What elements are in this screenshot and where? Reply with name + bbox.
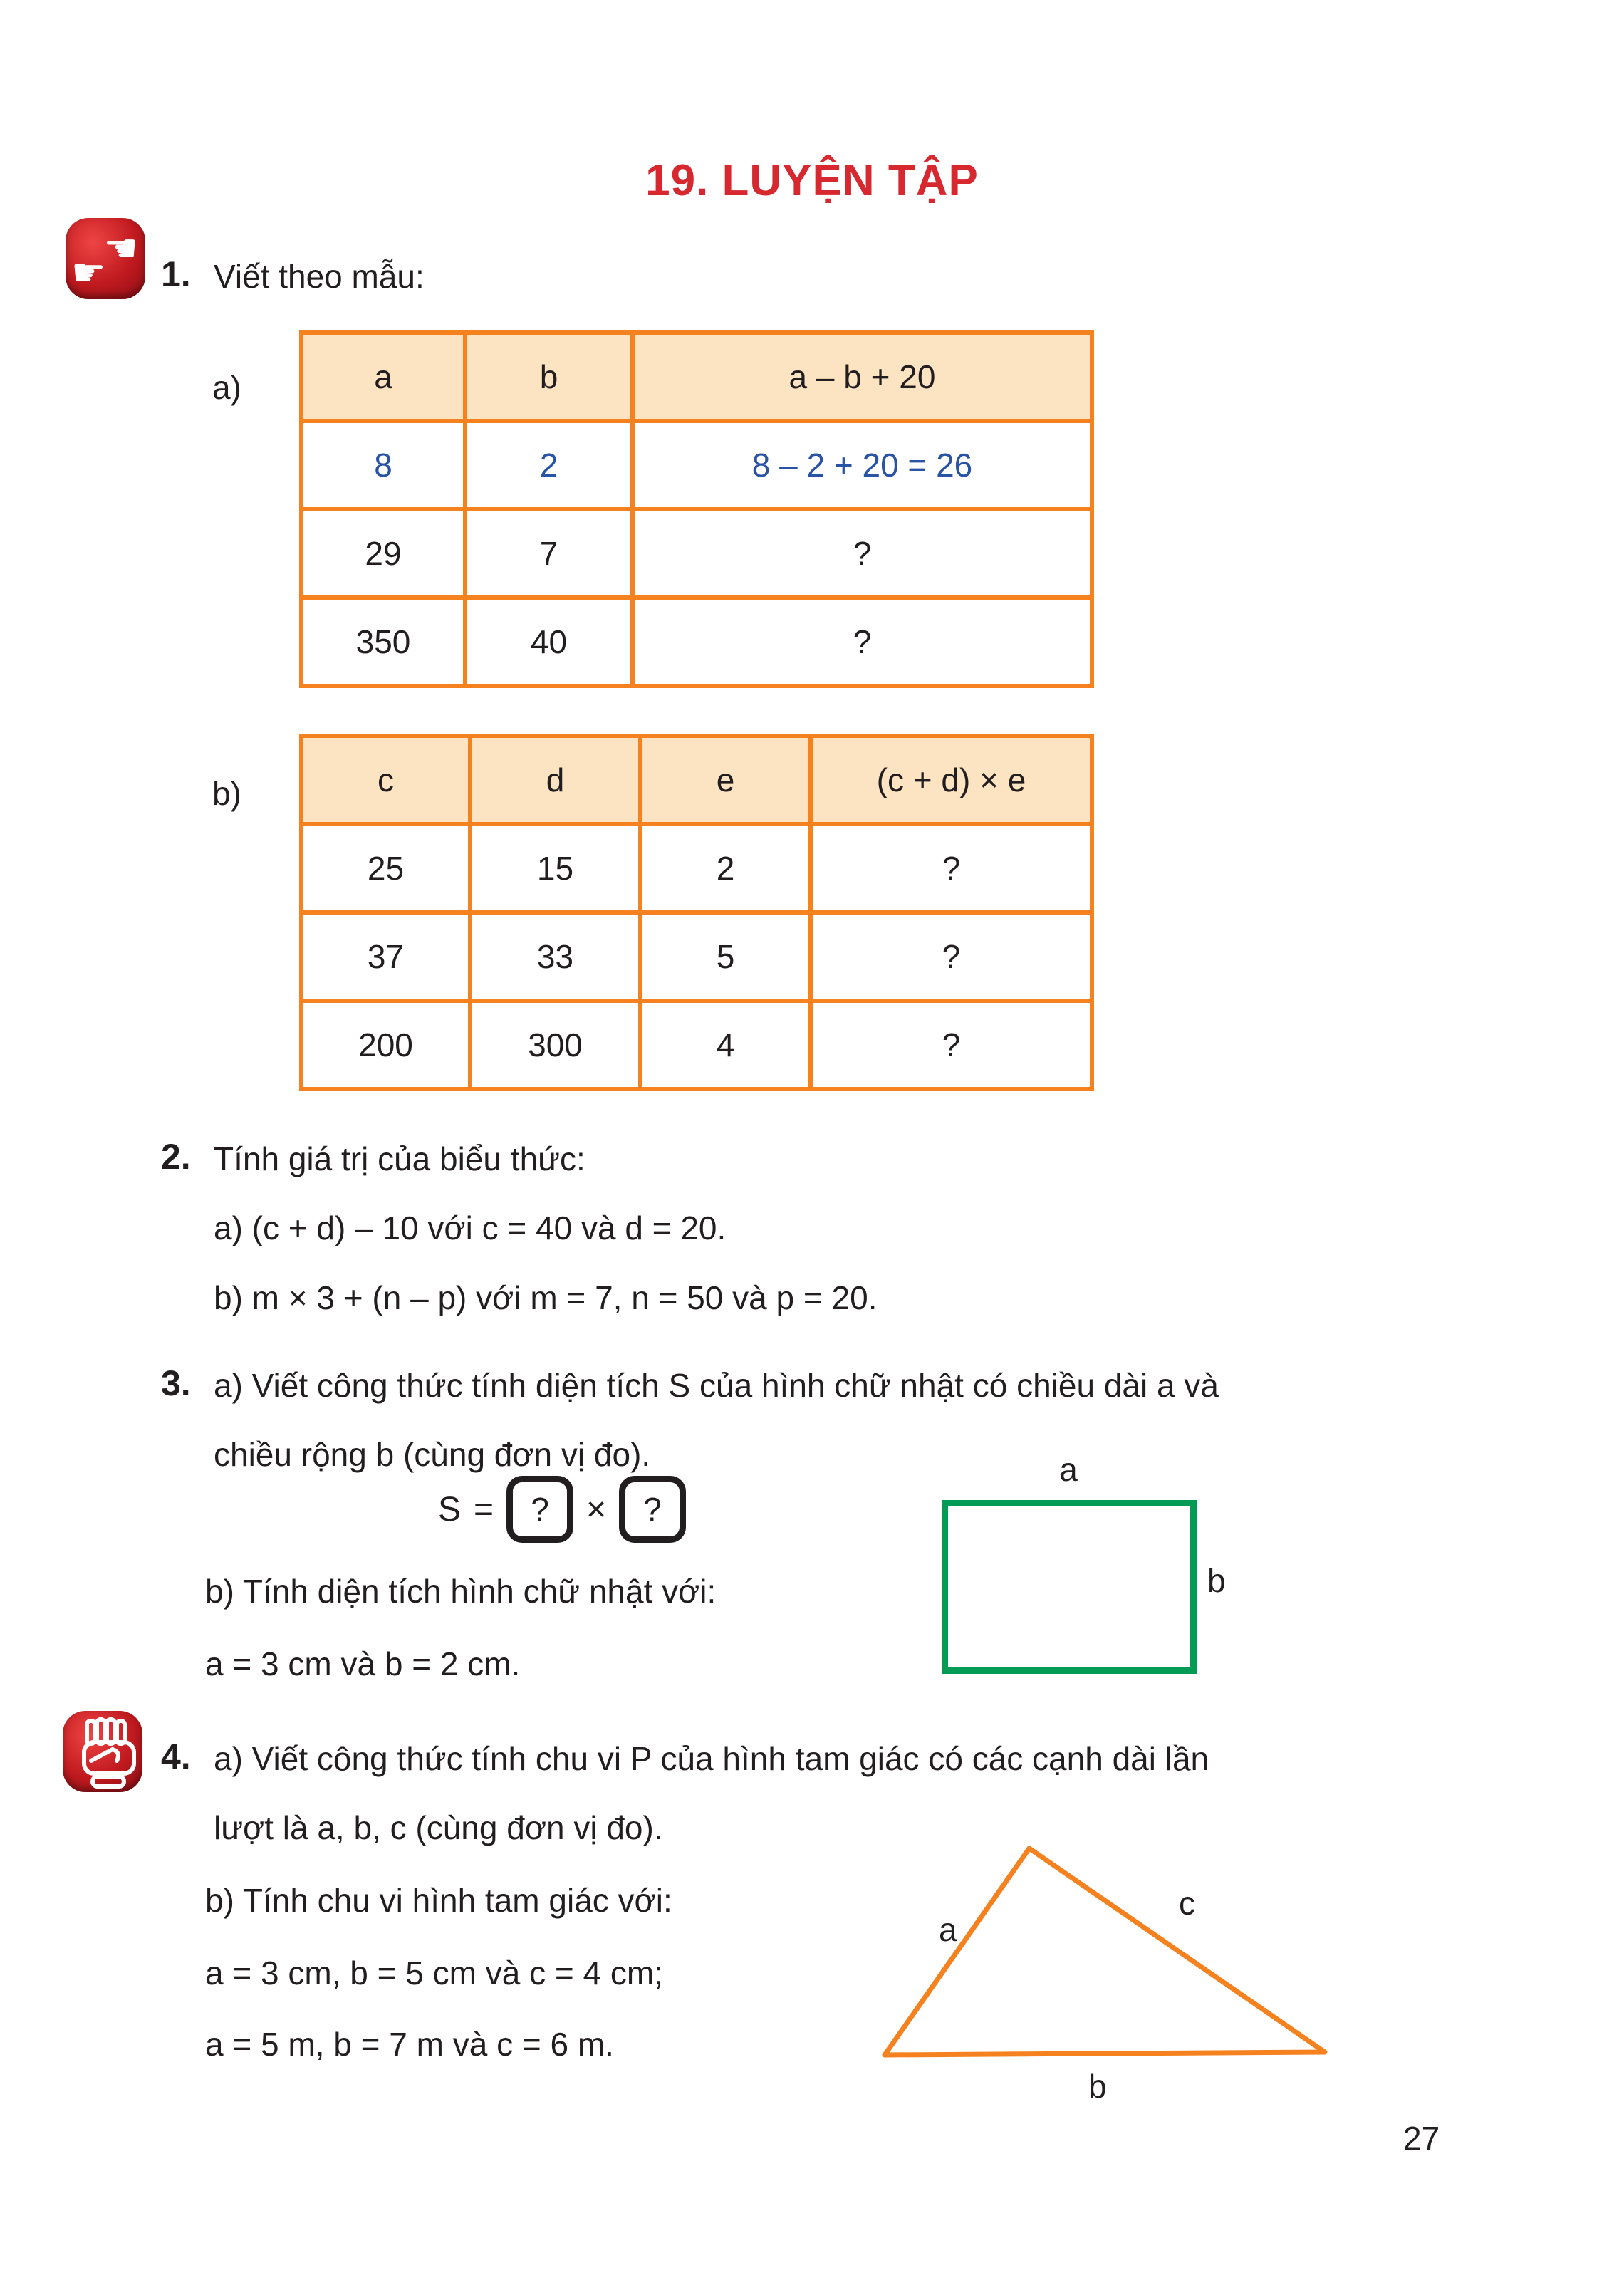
table-b-cell: 5 xyxy=(640,912,811,1001)
question-mark: ? xyxy=(643,1491,662,1528)
table-b-header-cell: e xyxy=(640,736,811,824)
table-a-cell: 8 – 2 + 20 = 26 xyxy=(633,421,1092,509)
formula-lhs: S xyxy=(438,1490,462,1529)
exercise-2-item-b: b) m × 3 + (n – p) với m = 7, n = 50 và p = 20. xyxy=(214,1279,878,1316)
exercise-4-part-b: b) Tính chu vi hình tam giác với: xyxy=(205,1882,672,1919)
table-a-cell: 40 xyxy=(465,598,633,686)
table-b-row xyxy=(301,912,1092,1001)
table-a-header-row xyxy=(301,333,1092,421)
table-b-row xyxy=(301,1001,1092,1089)
question-mark: ? xyxy=(531,1491,549,1528)
rectangle-label-b: b xyxy=(1207,1562,1226,1599)
fist-icon xyxy=(63,1711,142,1792)
area-formula xyxy=(438,1476,686,1543)
hand-left-glyph: ☚ xyxy=(103,226,138,271)
table-b-cell: 37 xyxy=(301,912,470,1001)
pointing-hands-icon xyxy=(66,218,145,299)
fist-glyph xyxy=(63,1711,142,1792)
table-a-cell: 29 xyxy=(301,509,465,598)
table-b-cell: 33 xyxy=(470,912,640,1001)
question-box xyxy=(506,1476,573,1543)
table-a-cell: 7 xyxy=(465,509,633,598)
table-a-label: a) xyxy=(212,369,241,406)
table-a-row xyxy=(301,598,1092,686)
formula-equals: = xyxy=(474,1490,494,1529)
table-a xyxy=(299,330,1094,688)
table-b-cell: 300 xyxy=(470,1001,640,1089)
formula-times: × xyxy=(586,1490,607,1529)
exercise-2-item-a: a) (c + d) – 10 với c = 40 và d = 20. xyxy=(214,1209,727,1246)
table-b-cell: ? xyxy=(811,1001,1092,1089)
table-b xyxy=(299,734,1094,1091)
exercise-3-part-a-line2: chiều rộng b (cùng đơn vị đo). xyxy=(214,1436,651,1473)
rectangle-figure xyxy=(942,1500,1197,1674)
exercise-1-prompt: Viết theo mẫu: xyxy=(214,258,425,295)
table-b-cell: 2 xyxy=(640,824,811,912)
exercise-3-number: 3. xyxy=(161,1363,191,1403)
table-b-cell: 15 xyxy=(470,824,640,912)
table-b-header-row xyxy=(301,736,1092,824)
table-a-cell: 8 xyxy=(301,421,465,509)
exercise-2-prompt: Tính giá trị của biểu thức: xyxy=(214,1140,585,1177)
table-b-label: b) xyxy=(212,775,241,812)
table-b-header-cell: d xyxy=(470,736,640,824)
table-a-header-cell: b xyxy=(465,333,633,421)
table-a-row xyxy=(301,509,1092,598)
table-b-cell: 25 xyxy=(301,824,470,912)
table-a-cell: ? xyxy=(633,598,1092,686)
hand-right-glyph: ☛ xyxy=(71,250,106,295)
exercise-4-values-2: a = 5 m, b = 7 m và c = 6 m. xyxy=(205,2026,614,2063)
page-title: 19. LUYỆN TẬP xyxy=(645,156,979,205)
triangle-figure xyxy=(862,1820,1353,2076)
table-a-header-cell: a – b + 20 xyxy=(633,333,1092,421)
exercise-4-part-a-line1: a) Viết công thức tính chu vi P của hình tam giác có các cạnh dài lần xyxy=(214,1740,1209,1777)
exercise-4-part-a-line2: lượt là a, b, c (cùng đơn vị đo). xyxy=(214,1809,663,1846)
exercise-4-values-1: a = 3 cm, b = 5 cm và c = 4 cm; xyxy=(205,1954,663,1992)
rectangle-label-a: a xyxy=(1059,1451,1078,1488)
exercise-3-part-a-line1: a) Viết công thức tính diện tích S của hình chữ nhật có chiều dài a và xyxy=(214,1367,1219,1404)
table-b-row xyxy=(301,824,1092,912)
table-b-header-cell: (c + d) × e xyxy=(811,736,1092,824)
exercise-1-number: 1. xyxy=(161,254,191,294)
table-b-cell: ? xyxy=(811,824,1092,912)
triangle-label-b: b xyxy=(1088,2068,1107,2105)
table-a-cell: 350 xyxy=(301,598,465,686)
exercise-2-number: 2. xyxy=(161,1137,191,1177)
table-a-header-cell: a xyxy=(301,333,465,421)
question-box xyxy=(619,1476,686,1543)
triangle-label-c: c xyxy=(1179,1885,1195,1922)
table-a-row-sample xyxy=(301,421,1092,509)
table-a-cell: ? xyxy=(633,509,1092,598)
table-a-cell: 2 xyxy=(465,421,633,509)
triangle-label-a: a xyxy=(939,1911,957,1948)
table-b-header-cell: c xyxy=(301,736,470,824)
exercise-3-values: a = 3 cm và b = 2 cm. xyxy=(205,1645,521,1682)
table-b-cell: 4 xyxy=(640,1001,811,1089)
page-number: 27 xyxy=(1403,2120,1440,2157)
table-b-cell: ? xyxy=(811,912,1092,1001)
table-b-cell: 200 xyxy=(301,1001,470,1089)
exercise-4-number: 4. xyxy=(161,1737,191,1776)
exercise-3-part-b: b) Tính diện tích hình chữ nhật với: xyxy=(205,1573,717,1610)
